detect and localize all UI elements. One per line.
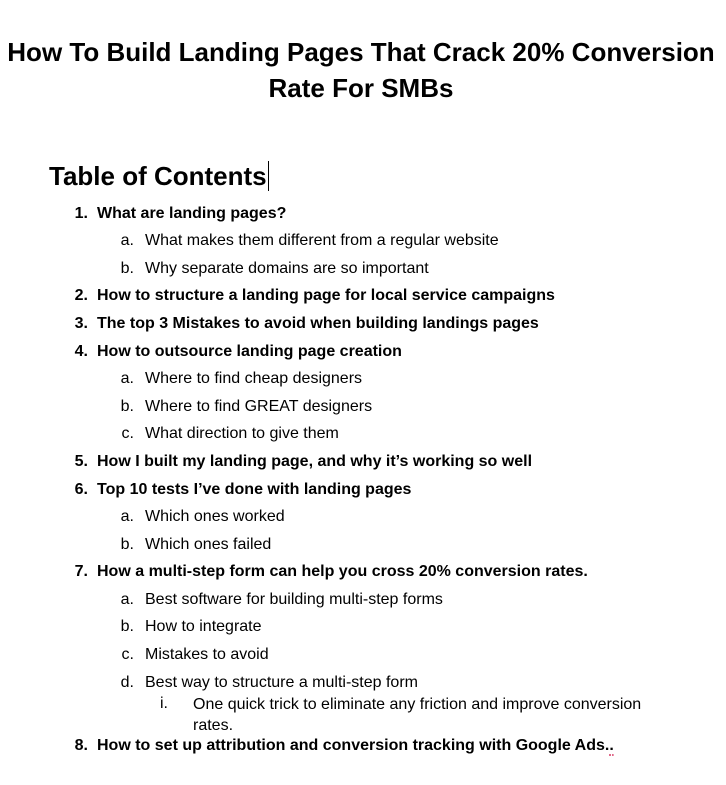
toc-marker: a.	[120, 370, 134, 387]
toc-text: Mistakes to avoid	[145, 646, 269, 663]
toc-marker: c.	[121, 425, 134, 442]
toc-heading	[49, 158, 269, 194]
toc-heading-text: Table of Contents	[49, 161, 267, 191]
toc-marker: 8.	[74, 737, 88, 754]
toc-marker: c.	[121, 646, 134, 663]
toc-text	[97, 736, 614, 756]
toc-text: Where to find cheap designers	[145, 370, 363, 387]
toc-marker: a.	[120, 591, 134, 608]
toc-marker: 5.	[74, 453, 88, 470]
text-cursor	[268, 161, 270, 191]
toc-marker: i.	[160, 695, 168, 712]
toc-marker: b.	[120, 398, 134, 415]
toc-text: What are landing pages?	[97, 205, 287, 222]
toc-text: Why separate domains are so important	[145, 260, 429, 277]
toc-text-main: How to set up attribution and conversion tracking with Google Ads.	[97, 737, 610, 754]
toc-text: How to outsource landing page creation	[97, 343, 402, 360]
toc-text: How to structure a landing page for local service campaigns	[97, 287, 555, 304]
toc-text: One quick trick to eliminate any friction and improve conversion rates.	[193, 696, 642, 734]
toc-marker: b.	[120, 536, 134, 553]
toc-marker: 2.	[74, 287, 88, 304]
toc-text: Best software for building multi-step forms	[145, 591, 443, 608]
toc-text: Which ones failed	[145, 536, 272, 553]
toc-marker: 4.	[74, 343, 88, 360]
toc-text: Which ones worked	[145, 508, 285, 525]
toc-text: What makes them different from a regular website	[145, 232, 499, 249]
toc-text: Top 10 tests I’ve done with landing pages	[97, 481, 412, 498]
toc-text: Best way to structure a multi-step form	[145, 674, 418, 691]
spellcheck-squiggle: .	[609, 737, 614, 754]
toc-text: The top 3 Mistakes to avoid when building landings pages	[97, 315, 539, 332]
toc-marker: 1.	[74, 205, 88, 222]
toc-marker: 3.	[74, 315, 88, 332]
toc-text: What direction to give them	[145, 425, 339, 442]
toc-text: How a multi-step form can help you cross 20% conversion rates.	[97, 563, 588, 580]
toc-text: How I built my landing page, and why it’s working so well	[97, 453, 533, 470]
toc-marker: 7.	[74, 563, 88, 580]
document-title: How To Build Landing Pages That Crack 20% Conversion Rate For SMBs	[7, 37, 715, 103]
toc-marker: b.	[120, 618, 134, 635]
toc-marker: b.	[120, 260, 134, 277]
toc-marker: 6.	[74, 481, 88, 498]
toc-marker: a.	[120, 508, 134, 525]
toc-text: How to integrate	[145, 618, 262, 635]
toc-marker: d.	[120, 674, 134, 691]
toc-marker: a.	[120, 232, 134, 249]
toc-text: Where to find GREAT designers	[145, 398, 373, 415]
